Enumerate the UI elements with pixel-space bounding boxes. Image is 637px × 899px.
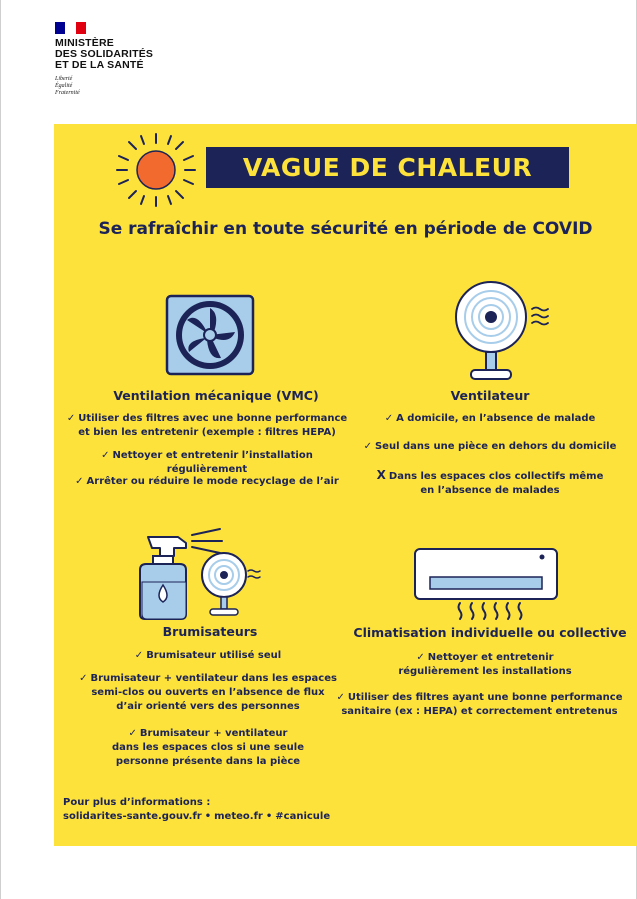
hashtag-canicule[interactable]: #canicule	[275, 811, 331, 822]
bullet-separator: •	[204, 811, 212, 822]
page-title: VAGUE DE CHALEUR	[242, 153, 533, 182]
check-icon: ✓	[416, 652, 425, 663]
check-icon: ✓	[128, 728, 137, 739]
link-solidarites-sante[interactable]: solidarites-sante.gouv.fr	[63, 811, 202, 822]
check-icon: ✓	[384, 413, 394, 424]
section-title-brumisateurs: Brumisateurs	[162, 624, 258, 639]
cross-icon: X	[376, 468, 386, 482]
clim-item-1: ✓ Nettoyer et entretenir régulièrement les installations	[398, 652, 572, 677]
spray-bottle-and-fan-icon	[132, 527, 262, 622]
vmc-item-1: ✓ Utiliser des filtres avec une bonne performance et bien les entretenir (exemple : filtres HEPA)	[66, 413, 348, 438]
brumisateurs-item-1: ✓ Brumisateur utilisé seul	[134, 650, 282, 661]
vmc-fan-icon	[165, 294, 255, 376]
title-banner	[206, 147, 569, 188]
section-title-ventilateur: Ventilateur	[450, 388, 530, 403]
brumisateurs-item-2: ✓ Brumisateur + ventilateur dans les espaces semi-clos ou ouverts en l’absence de flux d’air orienté vers des personnes	[79, 673, 337, 712]
check-icon: ✓	[66, 413, 76, 424]
desk-fan-icon	[450, 281, 550, 383]
ventilateur-item-1: ✓ A domicile, en l’absence de malade	[384, 413, 596, 424]
sun-icon	[113, 132, 199, 208]
link-meteo[interactable]: meteo.fr	[214, 811, 263, 822]
brumisateurs-item-3: ✓ Brumisateur + ventilateur dans les espaces clos si une seule personne présente dans la pièce	[112, 728, 304, 767]
check-icon: ✓	[336, 692, 345, 703]
footer-links	[63, 811, 330, 822]
check-icon: ✓	[75, 476, 84, 487]
vmc-item-2: ✓ Nettoyer et entretenir l’installation régulièrement	[101, 450, 313, 475]
footer-info-label: Pour plus d’informations :	[63, 797, 211, 808]
check-icon: ✓	[79, 673, 88, 684]
clim-item-2: ✓ Utiliser des filtres ayant une bonne performance sanitaire (ex : HEPA) et correctement entretenus	[336, 692, 623, 717]
check-icon: ✓	[101, 450, 110, 461]
subtitle: Se rafraîchir en toute sécurité en période de COVID	[98, 219, 593, 239]
ventilateur-item-3: X Dans les espaces clos collectifs même en l’absence de malades	[376, 468, 604, 496]
french-flag-logo	[55, 22, 86, 34]
section-title-vmc: Ventilation mécanique (VMC)	[113, 388, 319, 403]
page-border-left	[0, 0, 1, 899]
check-icon: ✓	[363, 441, 372, 452]
bullet-separator: •	[265, 811, 273, 822]
ministry-name: MINISTÈRE DES SOLIDARITÉS ET DE LA SANTÉ	[55, 37, 154, 71]
check-icon: ✓	[134, 650, 144, 661]
air-conditioner-icon	[412, 547, 560, 623]
vmc-item-3: ✓ Arrêter ou réduire le mode recyclage de l’air	[75, 476, 339, 487]
ventilateur-item-2: ✓ Seul dans une pièce en dehors du domicile	[363, 441, 617, 452]
section-title-climatisation: Climatisation individuelle ou collective	[353, 625, 627, 640]
republic-motto: Liberté Égalité Fraternité	[55, 76, 80, 96]
